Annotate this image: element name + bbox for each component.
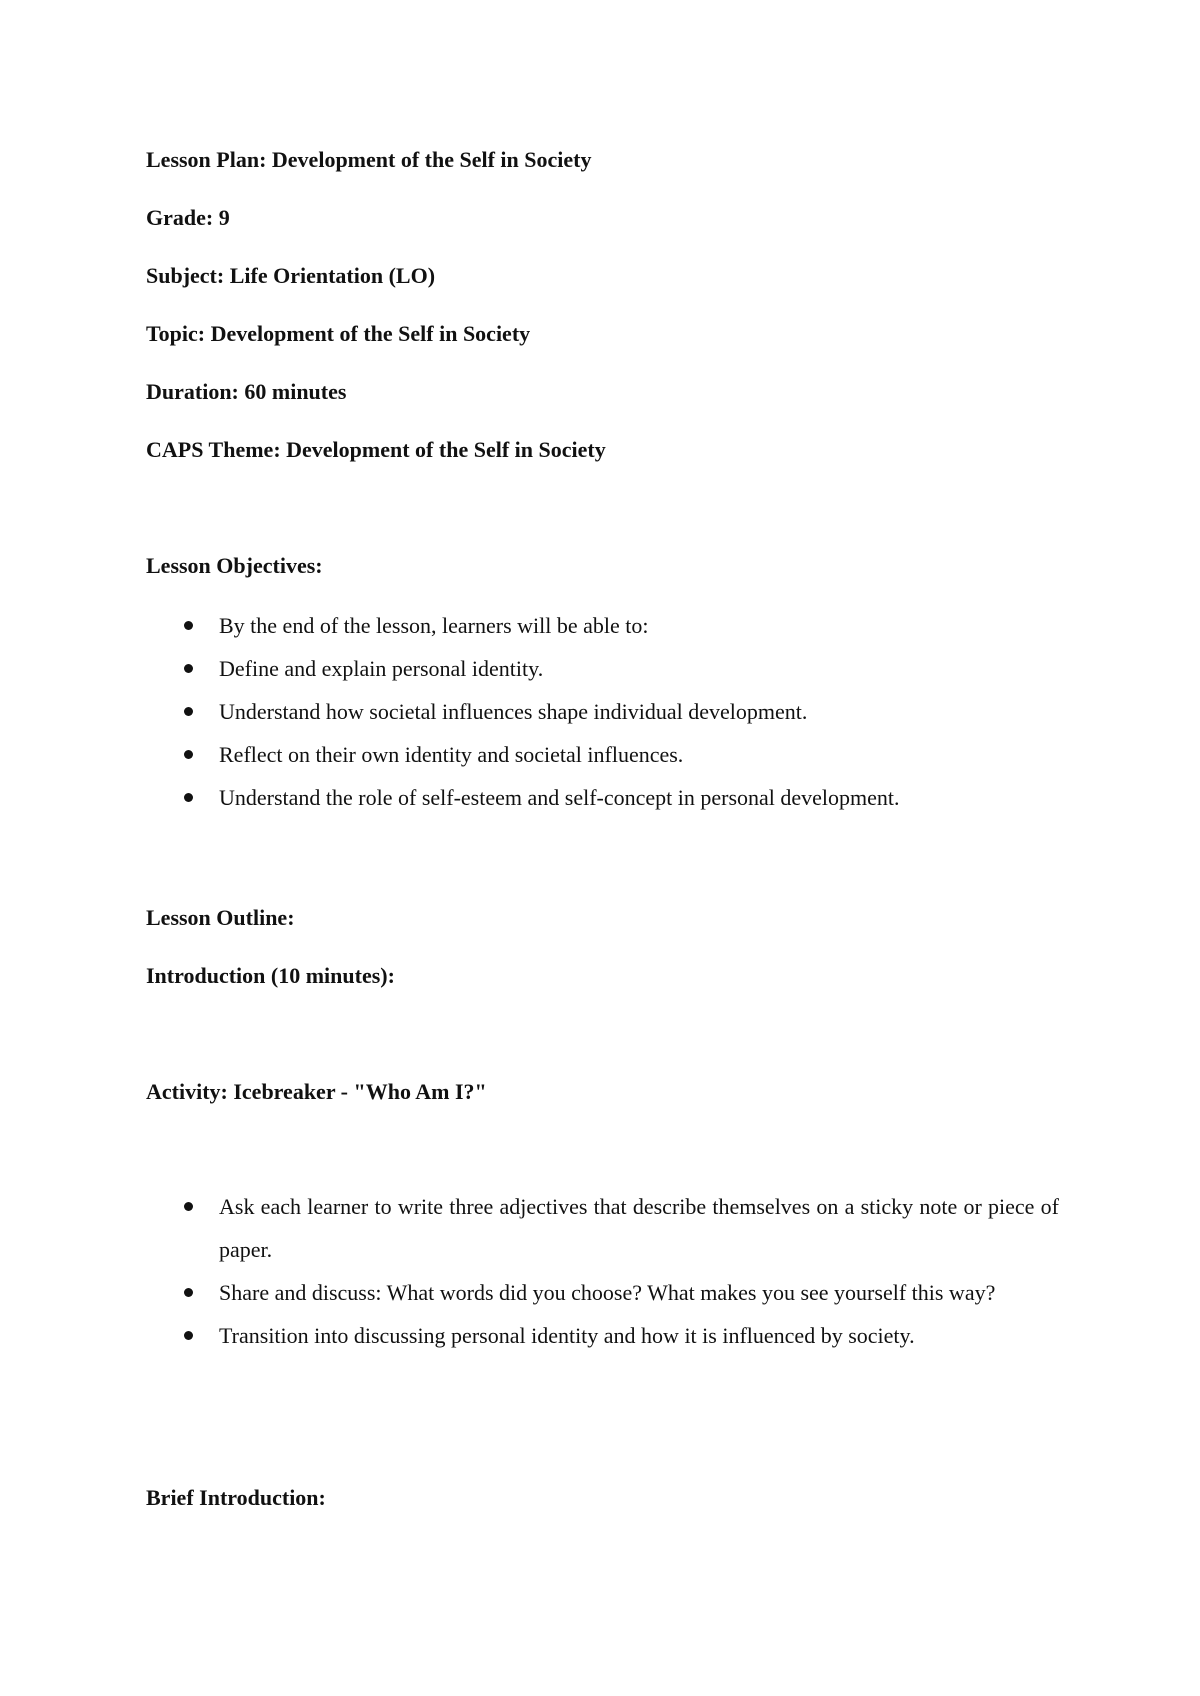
activity-list bbox=[0, 1185, 1059, 1357]
duration-line: Duration: 60 minutes bbox=[146, 379, 347, 404]
activity-text: Transition into discussing personal identity and how it is influenced by society. bbox=[219, 1323, 915, 1348]
bullet-icon bbox=[184, 1288, 193, 1297]
list-item bbox=[0, 1271, 1059, 1314]
bullet-icon bbox=[184, 707, 193, 716]
objective-text: Define and explain personal identity. bbox=[219, 656, 544, 681]
bullet-icon bbox=[184, 793, 193, 802]
objective-text: Reflect on their own identity and societal influences. bbox=[219, 742, 684, 767]
objectives-heading: Lesson Objectives: bbox=[146, 553, 323, 578]
activity-heading: Activity: Icebreaker - "Who Am I?" bbox=[146, 1079, 487, 1104]
list-item bbox=[0, 1185, 1059, 1271]
objective-text: Understand how societal influences shape individual development. bbox=[219, 699, 808, 724]
outline-heading: Lesson Outline: bbox=[146, 905, 295, 930]
activity-text: Share and discuss: What words did you choose? What makes you see yourself this way? bbox=[219, 1280, 996, 1305]
bullet-icon bbox=[184, 1202, 193, 1211]
list-item bbox=[0, 604, 1059, 647]
list-item bbox=[0, 690, 1059, 733]
objective-text: By the end of the lesson, learners will be able to: bbox=[219, 613, 649, 638]
topic-line: Topic: Development of the Self in Society bbox=[146, 321, 531, 346]
lesson-plan-title: Lesson Plan: Development of the Self in Society bbox=[146, 147, 592, 172]
introduction-heading: Introduction (10 minutes): bbox=[146, 963, 395, 988]
brief-introduction-heading: Brief Introduction: bbox=[146, 1485, 326, 1510]
bullet-icon bbox=[184, 1331, 193, 1340]
grade-line: Grade: 9 bbox=[146, 205, 230, 230]
objectives-list bbox=[0, 604, 1059, 819]
objective-text: Understand the role of self-esteem and self-concept in personal development. bbox=[219, 785, 900, 810]
subject-line: Subject: Life Orientation (LO) bbox=[146, 263, 436, 288]
list-item bbox=[0, 1314, 1059, 1357]
list-item bbox=[0, 776, 1059, 819]
list-item bbox=[0, 733, 1059, 776]
list-item bbox=[0, 647, 1059, 690]
bullet-icon bbox=[184, 664, 193, 673]
bullet-icon bbox=[184, 621, 193, 630]
caps-theme-line: CAPS Theme: Development of the Self in Society bbox=[146, 437, 606, 462]
activity-text: Ask each learner to write three adjectives that describe themselves on a sticky note or piece of paper. bbox=[219, 1194, 1059, 1262]
bullet-icon bbox=[184, 750, 193, 759]
